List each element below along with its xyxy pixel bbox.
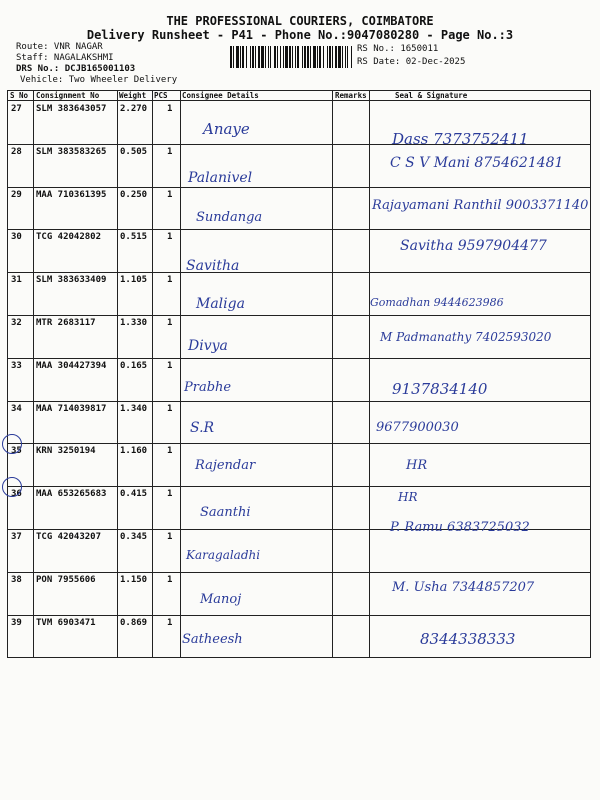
row-divider <box>7 315 591 316</box>
circle-mark <box>2 477 22 500</box>
signature: HR <box>398 490 418 504</box>
barcode-bar <box>246 46 247 68</box>
barcode-bar <box>240 46 241 68</box>
signature: C S V Mani 8754621481 <box>390 155 564 171</box>
row-divider <box>7 486 591 487</box>
row-pcs: 1 <box>167 104 173 114</box>
row-sno: 38 <box>11 574 22 585</box>
barcode-bar <box>351 46 352 68</box>
barcode-bar <box>268 46 269 68</box>
consignee-handwritten-name: Anaye <box>203 120 250 138</box>
row-divider <box>7 443 591 444</box>
col-seal: Seal & Signature <box>395 91 468 100</box>
consignee-handwritten-name: Prabhe <box>184 380 232 395</box>
row-sno: 33 <box>11 360 22 371</box>
row-pcs: 1 <box>167 489 173 500</box>
route-label: Route: VNR NAGAR <box>16 42 103 52</box>
row-sno: 36 <box>11 489 22 500</box>
consignee-handwritten-name: Saanthi <box>200 505 251 520</box>
barcode <box>230 46 352 68</box>
row-weight: 1.150 <box>120 574 148 585</box>
row-divider <box>7 272 591 273</box>
row-pcs: 1 <box>167 189 173 200</box>
barcode-bar <box>236 46 239 68</box>
runsheet-subtitle: Delivery Runsheet - P41 - Phone No.:9047080280 - Page No.:3 <box>86 28 514 42</box>
row-divider <box>7 187 591 188</box>
row-sno: 28 <box>11 146 22 157</box>
row-weight: 1.105 <box>120 275 148 286</box>
row-pcs: 1 <box>167 275 173 286</box>
barcode-bar <box>347 46 348 68</box>
signature: HR <box>406 458 428 473</box>
signature: 9677900030 <box>376 420 459 435</box>
row-pcs: 1 <box>167 318 173 328</box>
barcode-bar <box>317 46 318 68</box>
barcode-bar <box>327 46 328 68</box>
barcode-bar <box>342 46 343 68</box>
col-consignment: Consignment No <box>36 91 100 100</box>
company-title: THE PROFESSIONAL COURIERS, COIMBATORE <box>166 14 434 28</box>
row-divider <box>7 615 591 616</box>
barcode-bar <box>297 46 299 68</box>
row-weight: 1.330 <box>120 318 148 328</box>
row-consignment-no: KRN 3250194 <box>36 446 96 457</box>
barcode-bar <box>280 46 281 68</box>
row-weight: 2.270 <box>120 104 148 114</box>
row-consignment-no: MAA 653265683 <box>36 489 107 500</box>
signature: 9137834140 <box>392 380 488 398</box>
barcode-bar <box>230 46 232 68</box>
barcode-bar <box>252 46 254 68</box>
row-divider <box>7 401 591 402</box>
runsheet-table <box>7 90 591 658</box>
barcode-bar <box>323 46 324 68</box>
row-sno: 29 <box>11 189 22 200</box>
barcode-bar <box>310 46 311 68</box>
drs-number: DRS No.: DCJB165001103 <box>16 64 136 74</box>
barcode-bar <box>292 46 293 68</box>
barcode-bar <box>255 46 256 68</box>
row-consignment-no: MAA 304427394 <box>36 360 107 371</box>
row-pcs: 1 <box>167 232 173 243</box>
row-sno: 35 <box>11 446 22 457</box>
barcode-bar <box>329 46 331 68</box>
row-weight: 1.160 <box>120 446 148 457</box>
barcode-bar <box>307 46 309 68</box>
row-weight: 0.515 <box>120 232 148 243</box>
barcode-bar <box>277 46 278 68</box>
signature: 8344338333 <box>420 630 516 648</box>
barcode-bar <box>270 46 271 68</box>
barcode-bar <box>242 46 244 68</box>
row-consignment-no: SLM 383633409 <box>36 275 107 286</box>
row-sno: 30 <box>11 232 22 243</box>
signature: Dass 7373752411 <box>392 130 529 148</box>
row-sno: 39 <box>11 617 22 628</box>
row-pcs: 1 <box>167 574 173 585</box>
signature: M Padmanathy 7402593020 <box>380 330 552 344</box>
col-sno: S No <box>10 91 29 100</box>
row-divider <box>7 572 591 573</box>
row-consignment-no: TCG 42043207 <box>36 532 102 542</box>
staff-label: Staff: NAGALAKSHMI <box>16 53 114 63</box>
barcode-bar <box>233 46 234 68</box>
rs-date: RS Date: 02-Dec-2025 <box>357 57 466 67</box>
consignee-handwritten-name: S.R <box>190 420 215 436</box>
col-remarks: Remarks <box>335 91 367 100</box>
row-pcs: 1 <box>167 617 173 628</box>
consignee-handwritten-name: Satheesh <box>182 632 243 647</box>
row-divider <box>7 229 591 230</box>
barcode-bar <box>250 46 251 68</box>
row-consignment-no: SLM 383583265 <box>36 146 107 157</box>
row-weight: 0.250 <box>120 189 148 200</box>
row-weight: 1.340 <box>120 403 148 414</box>
row-weight: 0.869 <box>120 617 148 628</box>
row-consignment-no: MAA 710361395 <box>36 189 107 200</box>
row-weight: 0.505 <box>120 146 148 157</box>
barcode-bar <box>302 46 303 68</box>
row-divider <box>7 358 591 359</box>
rs-number: RS No.: 1650011 <box>357 44 439 54</box>
row-weight: 0.345 <box>120 532 148 542</box>
barcode-bar <box>332 46 333 68</box>
row-consignment-no: SLM 383643057 <box>36 104 107 114</box>
row-consignment-no: PON 7955606 <box>36 574 96 585</box>
row-pcs: 1 <box>167 146 173 157</box>
consignee-handwritten-name: Maliga <box>196 296 245 312</box>
barcode-bar <box>295 46 296 68</box>
barcode-bar <box>283 46 284 68</box>
signature: Savitha 9597904477 <box>400 238 547 254</box>
row-sno: 32 <box>11 318 22 328</box>
consignee-handwritten-name: Sundanga <box>196 210 263 225</box>
row-weight: 0.165 <box>120 360 148 371</box>
barcode-bar <box>285 46 288 68</box>
row-consignment-no: TVM 6903471 <box>36 617 96 628</box>
col-pcs: PCS <box>154 91 168 100</box>
signature: Gomadhan 9444623986 <box>370 296 504 309</box>
signature: Rajayamani Ranthil 9003371140 <box>372 198 589 213</box>
barcode-bar <box>319 46 321 68</box>
signature: M. Usha 7344857207 <box>392 580 535 595</box>
row-consignment-no: MTR 2683117 <box>36 318 96 328</box>
row-consignment-no: TCG 42042802 <box>36 232 102 243</box>
row-sno: 27 <box>11 104 22 114</box>
row-sno: 34 <box>11 403 22 414</box>
row-pcs: 1 <box>167 532 173 542</box>
row-sno: 31 <box>11 275 22 286</box>
barcode-bar <box>345 46 346 68</box>
barcode-bar <box>265 46 266 68</box>
row-sno: 37 <box>11 532 22 542</box>
consignee-handwritten-name: Rajendar <box>195 458 256 473</box>
barcode-bar <box>313 46 316 68</box>
barcode-bar <box>261 46 264 68</box>
consignee-handwritten-name: Palanivel <box>188 170 253 186</box>
row-consignment-no: MAA 714039817 <box>36 403 107 414</box>
col-weight: Weight <box>119 91 147 100</box>
barcode-bar <box>289 46 291 68</box>
consignee-handwritten-name: Savitha <box>186 258 240 274</box>
consignee-handwritten-name: Karagaladhi <box>186 548 261 562</box>
barcode-bar <box>338 46 341 68</box>
circle-mark <box>2 434 22 457</box>
barcode-bar <box>274 46 276 68</box>
barcode-bar <box>335 46 337 68</box>
row-pcs: 1 <box>167 446 173 457</box>
row-pcs: 1 <box>167 360 173 371</box>
vehicle-label: Vehicle: Two Wheeler Delivery <box>20 75 178 85</box>
consignee-handwritten-name: Manoj <box>200 592 242 607</box>
signature: P. Ramu 6383725032 <box>390 520 530 535</box>
consignee-handwritten-name: Divya <box>188 338 228 354</box>
row-pcs: 1 <box>167 403 173 414</box>
col-consignee: Consignee Details <box>182 91 259 100</box>
row-weight: 0.415 <box>120 489 148 500</box>
barcode-bar <box>258 46 260 68</box>
barcode-bar <box>304 46 306 68</box>
